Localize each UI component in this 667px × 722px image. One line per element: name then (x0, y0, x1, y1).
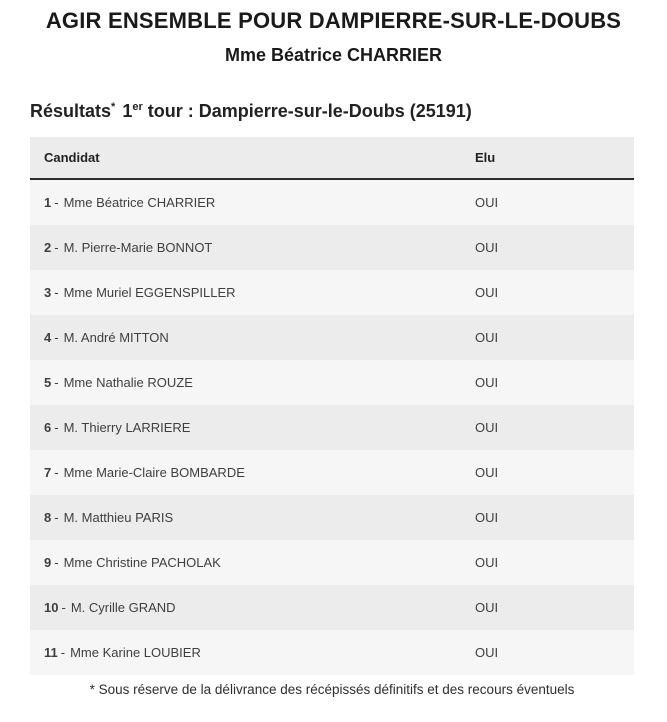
candidate-number: 9 (44, 555, 52, 570)
candidate-name: Mme Karine LOUBIER (70, 645, 201, 660)
candidate-cell (30, 510, 475, 525)
candidate-number: 4 (44, 330, 52, 345)
candidate-separator: - (54, 510, 59, 525)
candidate-cell (30, 240, 475, 255)
table-row (30, 405, 634, 450)
candidate-cell (30, 195, 475, 210)
candidate-separator: - (54, 240, 59, 255)
candidate-name: Mme Nathalie ROUZE (63, 375, 193, 390)
candidate-separator: - (54, 375, 59, 390)
candidate-number: 2 (44, 240, 52, 255)
candidate-name: M. Thierry LARRIERE (63, 420, 191, 435)
candidate-number: 10 (44, 600, 59, 615)
candidate-separator: - (54, 465, 59, 480)
table-body (30, 180, 634, 675)
candidate-separator: - (60, 645, 66, 660)
elected-value: OUI (475, 465, 499, 480)
table-row (30, 630, 634, 675)
candidate-name: M. Cyrille GRAND (70, 600, 176, 615)
page-header (0, 0, 667, 66)
elected-value: OUI (475, 420, 499, 435)
results-heading-rest: tour : Dampierre-sur-le-Doubs (25191) (147, 101, 472, 121)
elected-value: OUI (475, 555, 499, 570)
candidate-cell (30, 420, 475, 435)
candidate-name: Mme Christine PACHOLAK (63, 555, 221, 570)
candidate-number: 7 (44, 465, 52, 480)
elected-value: OUI (475, 330, 499, 345)
candidate-name: M. André MITTON (63, 330, 169, 345)
candidate-separator: - (54, 420, 59, 435)
results-heading-round-number: 1 (122, 101, 133, 121)
candidate-name: Mme Béatrice CHARRIER (63, 195, 216, 210)
elected-value: OUI (475, 645, 499, 660)
candidate-number: 5 (44, 375, 52, 390)
candidate-name: M. Pierre-Marie BONNOT (63, 240, 213, 255)
candidate-cell (30, 465, 475, 480)
candidate-separator: - (54, 330, 59, 345)
candidate-number: 1 (44, 195, 52, 210)
table-row (30, 360, 634, 405)
elected-value: OUI (475, 600, 499, 615)
candidate-cell (30, 600, 475, 615)
table-row (30, 315, 634, 360)
candidate-name: Mme Marie-Claire BOMBARDE (63, 465, 245, 480)
candidate-cell (30, 285, 475, 300)
candidate-name: M. Matthieu PARIS (63, 510, 174, 525)
column-header-candidat: Candidat (44, 150, 100, 165)
page-subtitle: Mme Béatrice CHARRIER (224, 45, 443, 65)
candidate-cell (30, 375, 475, 390)
table-row (30, 585, 634, 630)
candidate-separator: - (54, 555, 59, 570)
candidate-cell (30, 330, 475, 345)
candidate-number: 6 (44, 420, 52, 435)
candidate-number: 11 (44, 645, 58, 660)
table-row (30, 450, 634, 495)
table-row (30, 225, 634, 270)
candidate-number: 3 (44, 285, 52, 300)
candidate-separator: - (54, 195, 59, 210)
candidate-cell (30, 645, 475, 660)
table-row (30, 495, 634, 540)
candidate-separator: - (54, 285, 59, 300)
results-heading-round-suffix: er (132, 101, 143, 113)
results-heading (30, 100, 634, 122)
candidate-cell (30, 555, 475, 570)
table-row (30, 180, 634, 225)
footnote: * Sous réserve de la délivrance des récépissés définitifs et des recours éventuels (89, 682, 575, 697)
elected-value: OUI (475, 240, 499, 255)
table-row (30, 540, 634, 585)
elected-value: OUI (475, 375, 499, 390)
page-title: AGIR ENSEMBLE POUR DAMPIERRE-SUR-LE-DOUBS (45, 8, 622, 33)
results-heading-asterisk: * (111, 101, 116, 113)
candidate-number: 8 (44, 510, 52, 525)
results-heading-prefix: Résultats (30, 101, 112, 121)
candidate-separator: - (61, 600, 66, 615)
elected-value: OUI (475, 285, 499, 300)
column-header-elu: Elu (475, 150, 496, 165)
results-table (30, 137, 634, 675)
candidate-name: Mme Muriel EGGENSPILLER (63, 285, 236, 300)
results-section (30, 100, 634, 698)
table-header-row (30, 137, 634, 180)
elected-value: OUI (475, 510, 499, 525)
table-row (30, 270, 634, 315)
elected-value: OUI (475, 195, 499, 210)
